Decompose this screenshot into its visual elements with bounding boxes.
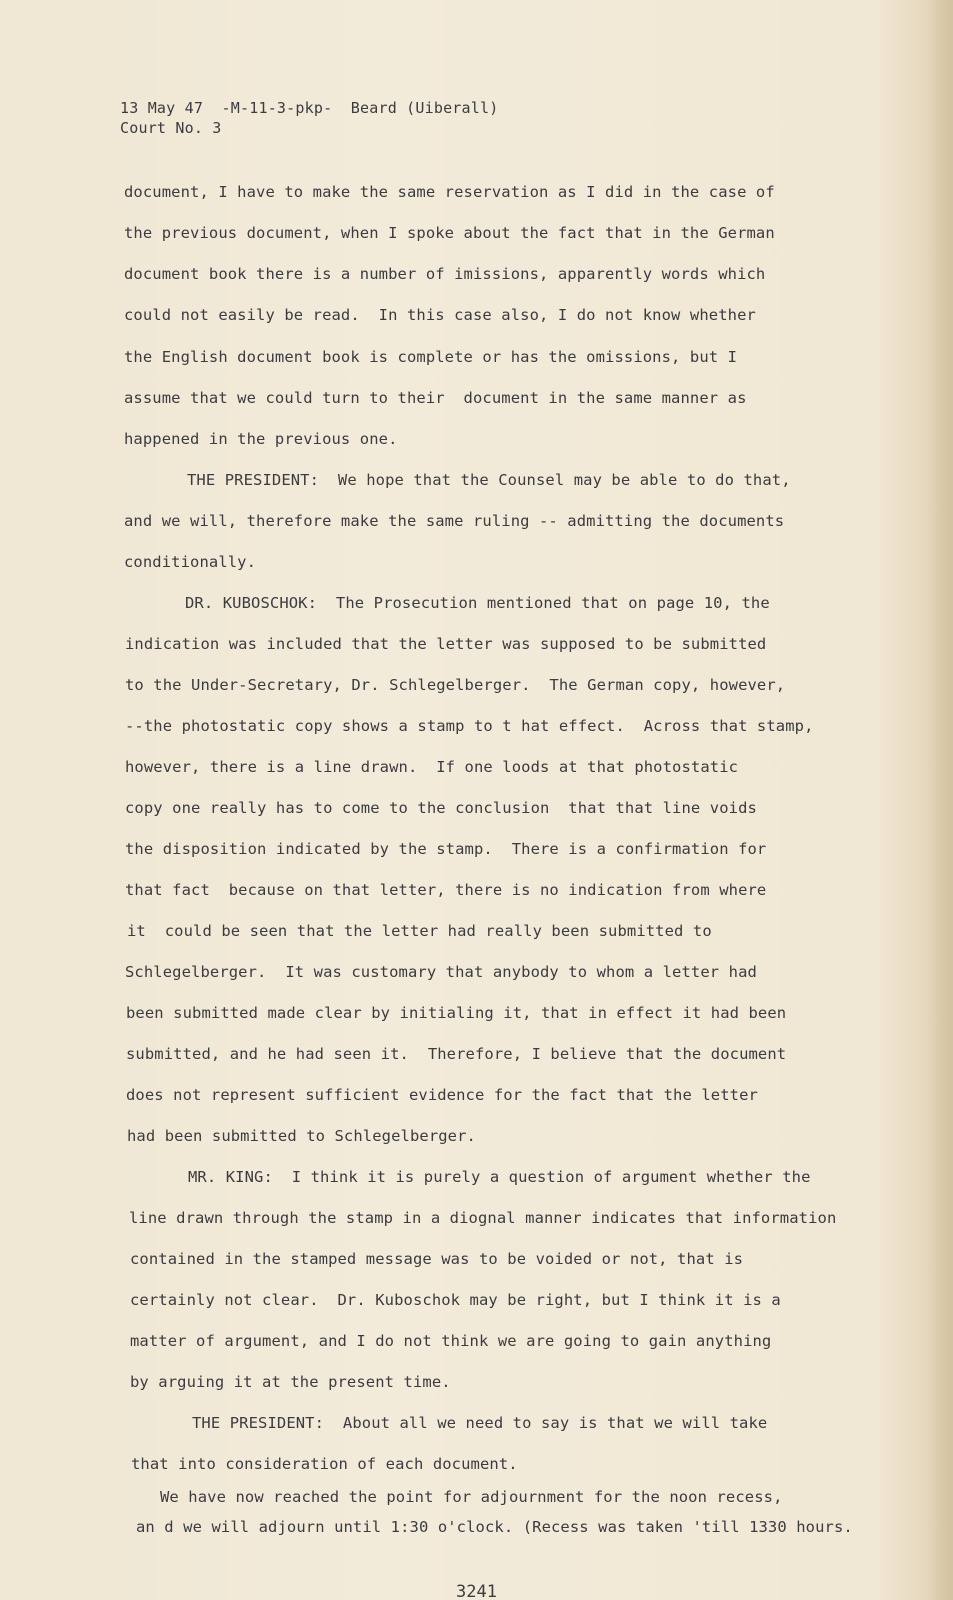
text-line: had been submitted to Schlegelberger.: [127, 1127, 476, 1145]
text-line: submitted, and he had seen it. Therefore, I believe that the document: [126, 1045, 787, 1063]
text-line: THE PRESIDENT: We hope that the Counsel may be able to do that,: [187, 471, 791, 489]
text-line: matter of argument, and I do not think we are going to gain anything: [130, 1332, 772, 1350]
text-line: conditionally.: [124, 553, 257, 571]
paper-edge-shadow: [927, 0, 953, 1600]
text-line: to the Under-Secretary, Dr. Schlegelberger. The German copy, however,: [125, 676, 786, 694]
page-header: [120, 98, 498, 138]
text-line: certainly not clear. Dr. Kuboschok may be right, but I think it is a: [130, 1291, 781, 1309]
page-number: 3241: [456, 1582, 497, 1600]
text-line: that into consideration of each document.: [131, 1455, 518, 1473]
text-line: by arguing it at the present time.: [130, 1373, 451, 1391]
text-line: the disposition indicated by the stamp. There is a confirmation for: [125, 840, 767, 858]
text-line: MR. KING: I think it is purely a question of argument whether the: [188, 1168, 811, 1186]
text-line: could not easily be read. In this case also, I do not know whether: [124, 306, 756, 324]
text-line: the previous document, when I spoke about the fact that in the German: [124, 224, 775, 242]
text-line: and we will, therefore make the same ruling -- admitting the documents: [124, 512, 785, 530]
text-line: however, there is a line drawn. If one loods at that photostatic: [125, 758, 739, 776]
text-line: it could be seen that the letter had really been submitted to: [127, 922, 712, 940]
text-line: does not represent sufficient evidence for the fact that the letter: [126, 1086, 758, 1104]
text-line: assume that we could turn to their document in the same manner as: [124, 389, 747, 407]
text-line: happened in the previous one.: [124, 430, 398, 448]
text-line: that fact because on that letter, there is no indication from where: [125, 881, 767, 899]
text-line: been submitted made clear by initialing it, that in effect it had been: [126, 1004, 787, 1022]
text-line: an d we will adjourn until 1:30 o'clock. (Recess was taken 'till 1330 hours.: [136, 1518, 853, 1536]
header-line-date-reference: 13 May 47 -M-11-3-pkp- Beard (Uiberall): [120, 99, 499, 117]
text-line: Schlegelberger. It was customary that anybody to whom a letter had: [125, 963, 757, 981]
text-line: copy one really has to come to the conclusion that that line voids: [125, 799, 757, 817]
header-line-court: Court No. 3: [120, 119, 222, 137]
text-line: DR. KUBOSCHOK: The Prosecution mentioned that on page 10, the: [185, 594, 770, 612]
text-line: line drawn through the stamp in a diognal manner indicates that information: [129, 1209, 837, 1227]
text-line: document, I have to make the same reservation as I did in the case of: [124, 183, 775, 201]
text-line: --the photostatic copy shows a stamp to t hat effect. Across that stamp,: [125, 717, 814, 735]
text-line: contained in the stamped message was to be voided or not, that is: [130, 1250, 744, 1268]
text-line: the English document book is complete or has the omissions, but I: [124, 348, 738, 366]
text-line: document book there is a number of imissions, apparently words which: [124, 265, 766, 283]
text-line: indication was included that the letter was supposed to be submitted: [125, 635, 767, 653]
text-line: THE PRESIDENT: About all we need to say is that we will take: [192, 1414, 768, 1432]
text-line: We have now reached the point for adjournment for the noon recess,: [160, 1488, 783, 1506]
